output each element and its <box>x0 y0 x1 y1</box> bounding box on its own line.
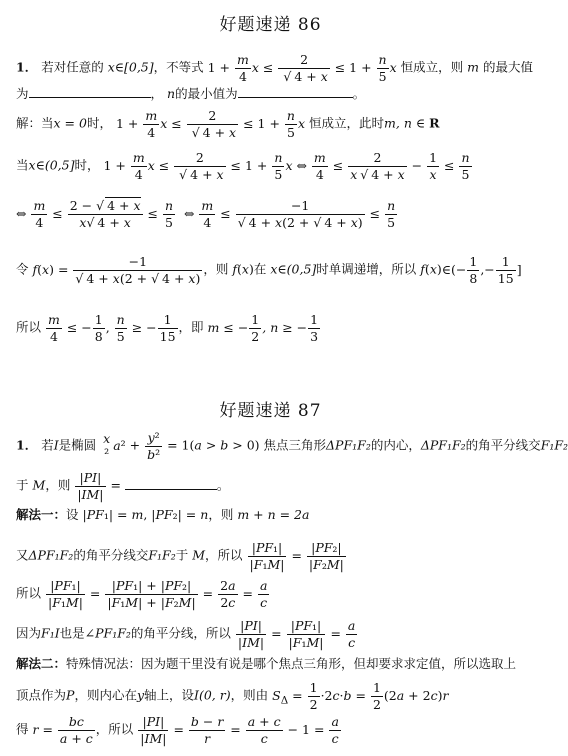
s86-solution-cond: x = 0 <box>53 115 87 131</box>
s87-method-text: 于 <box>175 547 189 563</box>
s86-answer: m ≤ − $\frac{1}{2}$ , n ≥ − $\frac{1}{3}$ <box>207 312 319 344</box>
s86-equivalence: ⇔ $\frac{m}{4}$ ≤ $\frac{2 - √ 4 + x}{x√ 4 + x}$ ≤ $\frac{n}{5}$ ⇔ $\frac{m}{4}$ ≤ $\frac{-1}{√ 4 + x(2 + √ 4 + x)}$ ≤ $\frac{n}{5}$ <box>16 198 396 230</box>
s87-question-text: 的内心， <box>370 437 421 453</box>
s87-var-P: P <box>66 687 75 703</box>
s87-final-eq: $\frac{|PI|}{|IM|}$ = $\frac{b - r}{r}$ = $\frac{a + c}{c}$ − 1 = $\frac{a}{c}$ <box>140 714 339 746</box>
s87-var-M: M <box>192 547 206 563</box>
section86-title: 好题速递 86 <box>219 15 322 35</box>
s87-segment: F₁F₂ <box>148 547 176 563</box>
s87-method1-eq: m + n = 2a <box>237 507 310 522</box>
s86-let-line: 令 f(x) = $\frac{-1}{√ 4 + x(2 + √ 4 + x)}$ ，则 f(x)在 x∈(0,5]时单调递增，所以 f(x)∈(− $\frac{1}{8}$ ,− $\frac{1}{15}$ ] <box>16 254 522 286</box>
s87-method1-label: 解法一： <box>16 507 67 522</box>
s87-angle: ∠PF₁F₂ <box>84 625 131 641</box>
s87-segment: F₁F₂ <box>540 437 568 453</box>
s87-method-text: 因为 <box>16 625 42 641</box>
s86-solution-line1 <box>16 108 439 140</box>
s87-ratio-chain: $\frac{\text{|PF₁|}}{\text{|F₁M|}}$ = $\frac{\text{|PF₁| + |PF₂|}}{\text{|F₁M| + |F₂M|}}$ = $\frac{2a}{2c}$ = $\frac{a}{c}$ <box>48 578 268 610</box>
s86-solution-text: 恒成立，此时 <box>309 115 385 131</box>
s87-method-text: 的角平分线，所以 <box>130 625 231 641</box>
s86-solution-real: R <box>429 115 440 131</box>
s87-method1-line2 <box>16 540 347 572</box>
s87-method2-line1 <box>16 656 516 671</box>
s87-method-text: 特殊情况法：因为题干里没有说是哪个焦点三角形，但却要求求定值，所以选取上 <box>66 656 517 671</box>
s87-method1-line3 <box>16 578 270 610</box>
s86-solution-text: 当 <box>16 157 29 173</box>
s86-let-cond: x∈(0,5] <box>270 261 317 277</box>
s87-method-text: 设 <box>66 507 79 522</box>
s86-question-text: ， <box>150 86 164 101</box>
s87-triangle: ΔPF₁F₂ <box>28 547 74 563</box>
s86-solution-text: 时， <box>86 115 112 131</box>
s86-let-text: 令 <box>16 261 29 277</box>
s87-ratio-eq: $\frac{\text{|PF₁|}}{\text{|F₁M|}}$ = $\frac{\text{|PF₂|}}{\text{|F₂M|}}$ <box>249 540 344 572</box>
s86-function-def: f(x) = $\frac{-1}{√ 4 + x(2 + √ 4 + x)}$ <box>32 254 201 286</box>
s86-question-text: 若对任意的 <box>41 59 104 75</box>
s87-ratio: $\frac{|PI|}{|IM|}$ <box>77 470 104 502</box>
s87-method-text: ，所以 <box>95 721 134 737</box>
s86-question-text: 。 <box>352 86 366 101</box>
s86-let-text: 在 <box>253 261 267 277</box>
s86-question-text: ，不等式 <box>153 59 204 75</box>
s87-question-text: 的角平分线交 <box>465 437 541 453</box>
s86-var-m: m <box>467 59 480 75</box>
s86-question-text: 的最小值为 <box>175 86 238 101</box>
s87-question-text: 于 <box>16 477 29 493</box>
s87-triangle: ΔPF₁F₂ <box>420 437 466 453</box>
s87-r-eq: r = $\frac{bc}{a + c}$ <box>32 714 93 746</box>
s87-var-y: y <box>136 687 145 703</box>
s86-conclusion-line <box>16 312 321 344</box>
s86-inequality: 1 + $\frac{m}{4}$ x ≤ $\frac{2}{√ 4 + x}$ ≤ 1 + $\frac{n}{5}$ x ⇔ $\frac{m}{4}$ ≤ $\frac{2}{x √ 4 + x}$ − $\frac{1}{x}$ ≤ $\frac{n}{5}$ <box>103 150 470 182</box>
s87-method-text: ，则内心在 <box>74 687 137 703</box>
s87-var-M: M <box>32 477 46 493</box>
s87-method-text: 得 <box>16 721 29 737</box>
s86-solution-line2 <box>16 150 473 182</box>
s87-question-line2: 于 M，则 $\frac{|PI|}{|IM|}$ = 。 <box>16 470 230 502</box>
s86-range: ∈(− $\frac{1}{8}$ ,− $\frac{1}{15}$ ] <box>441 254 522 286</box>
s87-method2-line3 <box>16 714 342 746</box>
s86-answer-blank-n[interactable] <box>238 96 353 98</box>
s87-question-text: 是椭圆 <box>58 437 97 453</box>
s87-ratio-result: $\frac{|PI|}{|IM|}$ = $\frac{\text{|PF₁|}}{\text{|F₁M|}}$ = $\frac{a}{c}$ <box>237 618 356 650</box>
s86-conclusion-ineq: $\frac{m}{4}$ ≤ − $\frac{1}{8}$ , $\frac{n}{5}$ ≥ − $\frac{1}{15}$ <box>48 312 176 344</box>
s86-answer-blank-m[interactable] <box>29 96 151 98</box>
s87-method-text: 的角平分线交 <box>73 547 149 563</box>
s87-question-text: 焦点三角形 <box>263 437 327 453</box>
section87-title: 好题速递 87 <box>219 401 322 421</box>
s86-function: f <box>232 261 237 277</box>
s87-ellipse-eq: x ²a² <box>103 430 126 462</box>
s87-area-eq: $S_\Delta$ = $\frac{1}{2}$ ·2c·b = $\frac{1}{2}$ (2a + 2c)r <box>272 680 449 712</box>
s86-var-n: n <box>167 86 176 101</box>
s86-question-line2 <box>16 86 365 101</box>
s87-answer-blank[interactable] <box>125 488 217 490</box>
s86-inequality: 1 + $\frac{m}{4}$ x ≤ $\frac{2}{√ 4 + x}$ ≤ 1 + $\frac{n}{5}$ x <box>207 52 397 84</box>
s86-question-text: 的最大值 <box>483 59 534 75</box>
s86-solution-text: 当 <box>41 115 54 131</box>
s87-method2-line2 <box>16 680 448 712</box>
s87-method-text: 轴上，设 <box>144 687 195 703</box>
s87-incenter: I(0, r) <box>194 687 231 703</box>
s87-question-text: 。 <box>216 477 230 493</box>
s86-question-number: 1． <box>16 59 38 75</box>
s87-method2-label: 解法二： <box>16 656 67 671</box>
s87-method-text: ，所以 <box>205 547 243 563</box>
s86-condition: x∈[0,5] <box>107 59 154 75</box>
s87-method-text: 也是 <box>59 625 85 641</box>
s86-let-text: ，则 <box>203 261 229 277</box>
s86-inequality: 1 + $\frac{m}{4}$ x ≤ $\frac{2}{√ 4 + x}$ ≤ 1 + $\frac{n}{5}$ x <box>115 108 306 140</box>
s87-method1-line4 <box>16 618 358 650</box>
s86-let-text: 时单调递增，所以 <box>316 261 417 277</box>
s86-solution-cond: x∈(0,5] <box>28 157 75 173</box>
s87-method1-line1: 解法一：设 |PF₁| = m, |PF₂| = n，则 m + n = 2a <box>16 507 310 522</box>
s86-conclusion-text: ，即 <box>178 319 204 335</box>
s86-solution-line3 <box>16 198 398 230</box>
s87-question-text: ，则 <box>45 477 71 493</box>
s86-question-text: 为 <box>16 86 29 101</box>
s87-question-line1: 1． 若I是椭圆 x ²a² + $\frac{\text{y²}}{\text{b²}}$ = 1(a > b > 0) 焦点三角形ΔPF₁F₂的内心，ΔPF₁F₂的角平分线交F₁F₂ <box>16 430 568 462</box>
s86-solution-text: 时， <box>74 157 100 173</box>
s87-method-text: 所以 <box>16 585 42 601</box>
s86-question-line1 <box>16 52 533 84</box>
s86-question-text: 恒成立，则 <box>400 59 464 75</box>
s86-conclusion-text: 所以 <box>16 319 42 335</box>
s87-question-text: 若 <box>41 437 54 453</box>
s87-method-text: 又 <box>16 547 29 563</box>
s87-question-number: 1． <box>16 437 38 453</box>
s87-segment: F₁I <box>41 625 60 641</box>
s86-solution-label: 解： <box>16 115 42 131</box>
s87-var-I: I <box>53 437 59 453</box>
s87-method-text: ，则由 <box>230 687 269 703</box>
s87-method-text: ，则 <box>208 507 234 522</box>
s86-solution-set: m, n ∈ <box>384 115 430 131</box>
s87-method-text: 顶点作为 <box>16 687 67 703</box>
s87-triangle: ΔPF₁F₂ <box>326 437 371 453</box>
